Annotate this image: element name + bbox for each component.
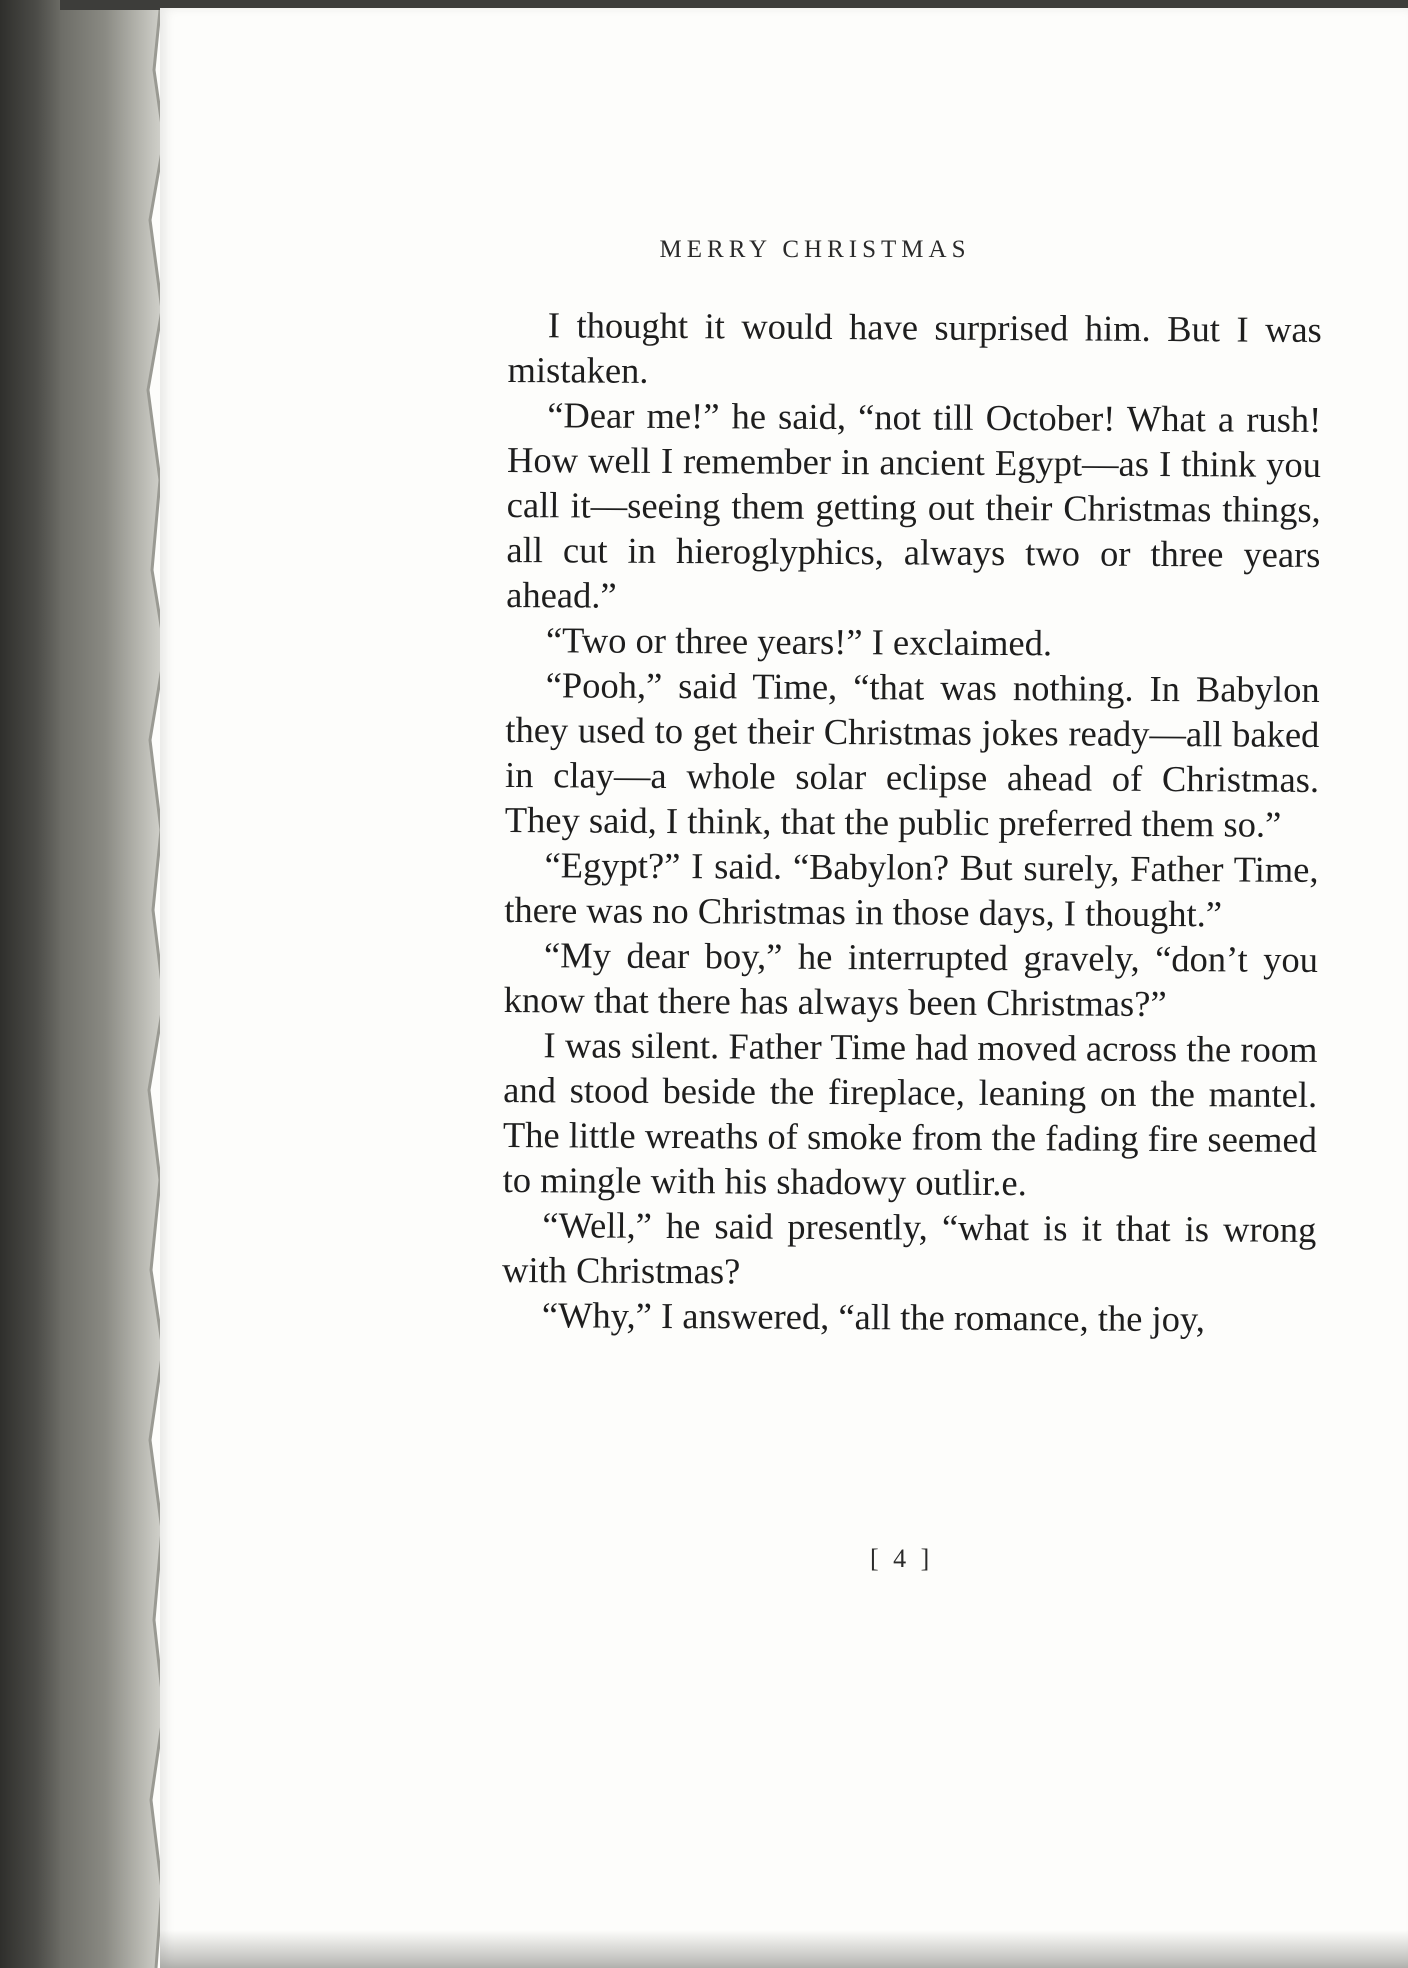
paragraph: I was silent. Father Time had moved across the room and stood beside the fireplace, leaning on the mantel. The little wreaths of smoke from the fading fire seemed to mingle with his shadowy outlir.e. — [502, 1024, 1318, 1204]
paragraph: “Pooh,” said Time, “that was nothing. In Babylon they used to get their Christmas jokes ready—all baked in clay—a whole solar eclipse ahead of Christmas. They said, I think, that the public preferred them so.” — [504, 664, 1320, 845]
paragraph: “Two or three years!” I exclaimed. — [545, 619, 1053, 664]
page-number: [ 4 ] — [870, 1544, 934, 1573]
body-text — [502, 302, 1322, 1342]
running-head: MERRY CHRISTMAS — [659, 236, 971, 263]
paragraph: “Egypt?” I said. “Babylon? But surely, Father Time, there was no Christmas in those days, I thought.” — [504, 844, 1319, 935]
page-bottom-shadow — [160, 1930, 1408, 1968]
paragraph: “Why,” I answered, “all the romance, the joy, — [541, 1294, 1206, 1340]
paragraph: “Dear me!” he said, “not till October! What a rush! How well I remember in ancient Egypt—as I think you call it—seeing them getting out their Christmas things, all cut in hieroglyphics, always two or three years ahead.” — [506, 394, 1322, 616]
book-binding — [0, 0, 60, 1968]
paragraph: “My dear boy,” he interrupted gravely, “don’t you know that there has always been Christmas?” — [503, 934, 1319, 1025]
paragraph: “Well,” he said presently, “what is it that is wrong with Christmas? — [501, 1204, 1317, 1292]
paragraph: I thought it would have surprised him. But I was mistaken. — [507, 304, 1322, 391]
